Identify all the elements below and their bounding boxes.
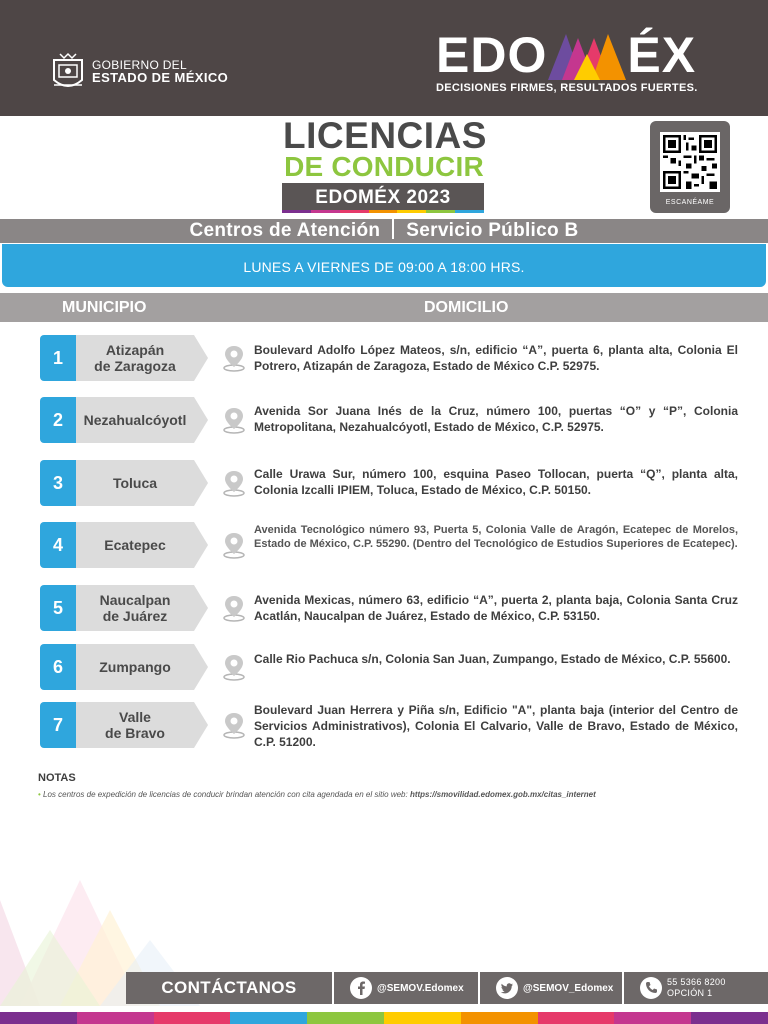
brand-tagline: DECISIONES FIRMES, RESULTADOS FUERTES. bbox=[436, 82, 698, 94]
row-municipio: Nezahualcóyotl bbox=[76, 397, 194, 443]
bottom-color-stripe bbox=[0, 1012, 768, 1024]
location-pin-icon bbox=[222, 469, 246, 497]
notes-text: Los centros de expedición de licencias de conducir brindan atención con cita agendada en el sitio web: bbox=[40, 790, 410, 799]
row-municipio: Atizapán de Zaragoza bbox=[76, 335, 194, 381]
row-address: Calle Urawa Sur, número 100, esquina Paseo Tollocan, puerta “Q”, planta alta, Colonia Izcalli IPIEM, Toluca, Estado de México, C.P. 50150. bbox=[254, 467, 738, 497]
row-address: Avenida Tecnológico número 93, Puerta 5, Colonia Valle de Aragón, Ecatepec de Morelos, Estado de México, C.P. 55290. (Dentro del Tecnológico de Estudios Superiores de Ecatepec). bbox=[254, 524, 738, 550]
row-number: 2 bbox=[40, 397, 76, 443]
row-address: Calle Rio Pachuca s/n, Colonia San Juan, Zumpango, Estado de México, C.P. 55600. bbox=[254, 652, 731, 666]
qr-caption: ESCANÉAME bbox=[665, 199, 715, 206]
location-pin-icon bbox=[222, 711, 246, 739]
col-municipio: MUNICIPIO bbox=[62, 299, 147, 316]
title-de-conducir: DE CONDUCIR bbox=[284, 151, 484, 182]
row-address: Boulevard Juan Herrera y Piña s/n, Edificio "A", planta baja (interior del Centro de Servicios Administrativos), Colonia El Calvario, Valle de Bravo, Estado de México, C.P. 51200. bbox=[254, 703, 738, 749]
row-municipio: Toluca bbox=[76, 460, 194, 506]
row-number: 3 bbox=[40, 460, 76, 506]
title-year-badge: EDOMÉX 2023 bbox=[282, 183, 484, 213]
table-header bbox=[0, 293, 768, 322]
twitter-icon bbox=[496, 977, 518, 999]
location-pin-icon bbox=[222, 653, 246, 681]
qr-code-box[interactable] bbox=[650, 121, 730, 213]
row-municipio: Zumpango bbox=[76, 644, 194, 690]
brand-right: ÉX bbox=[627, 27, 697, 83]
row-number: 1 bbox=[40, 335, 76, 381]
gov-line1: GOBIERNO DEL bbox=[92, 57, 187, 72]
row-arrow bbox=[194, 397, 208, 443]
row-municipio: Naucalpan de Juárez bbox=[76, 585, 194, 631]
row-number: 6 bbox=[40, 644, 76, 690]
notes-title: NOTAS bbox=[38, 772, 76, 784]
brand-m-icon bbox=[548, 34, 626, 80]
row-number: 7 bbox=[40, 702, 76, 748]
notes-bullet: • bbox=[38, 790, 41, 799]
edomex-brand bbox=[436, 27, 726, 100]
col-domicilio: DOMICILIO bbox=[424, 299, 509, 316]
row-address: Boulevard Adolfo López Mateos, s/n, edificio “A”, puerta 6, planta alta, Colonia El Potrero, Atizapán de Zaragoza, Estado de México C.P. 52975. bbox=[254, 343, 738, 373]
facebook-handle: @SEMOV.Edomex bbox=[377, 982, 464, 994]
title-licencias: LICENCIAS bbox=[283, 115, 487, 156]
row-arrow bbox=[194, 460, 208, 506]
row-arrow bbox=[194, 522, 208, 568]
location-pin-icon bbox=[222, 594, 246, 622]
twitter-handle: @SEMOV_Edomex bbox=[523, 982, 614, 994]
gov-line2: ESTADO DE MÉXICO bbox=[92, 70, 229, 86]
brand-left: EDO bbox=[436, 27, 548, 83]
notes-link[interactable]: https://smovilidad.edomex.gob.mx/citas_internet bbox=[409, 790, 596, 799]
band-left: Centros de Atención bbox=[189, 220, 381, 241]
location-pin-icon bbox=[222, 531, 246, 559]
phone-number: 55 5366 8200 OPCIÓN 1 bbox=[667, 977, 726, 998]
row-arrow bbox=[194, 585, 208, 631]
facebook-link[interactable] bbox=[334, 972, 478, 1004]
band-right: Servicio Público B bbox=[406, 220, 579, 241]
twitter-link[interactable] bbox=[480, 972, 622, 1004]
row-address: Avenida Mexicas, número 63, edificio “A”, puerta 2, planta baja, Colonia Santa Cruz Acatlán, Naucalpan de Juárez, Estado de México, C.P. 53150. bbox=[254, 593, 738, 623]
row-address: Avenida Sor Juana Inés de la Cruz, número 100, puertas “O” y “P”, Colonia Metropolitana, Nezahualcóyotl, Estado de México, C.P. 52975. bbox=[254, 404, 738, 434]
section-band bbox=[0, 219, 768, 243]
row-municipio: Valle de Bravo bbox=[76, 702, 194, 748]
notes-item bbox=[38, 790, 596, 799]
government-logo bbox=[50, 52, 228, 92]
row-municipio: Ecatepec bbox=[76, 522, 194, 568]
state-seal-icon bbox=[50, 52, 86, 92]
footer-contact-bar bbox=[126, 972, 768, 1004]
row-arrow bbox=[194, 335, 208, 381]
header-bar bbox=[0, 0, 768, 116]
row-arrow bbox=[194, 644, 208, 690]
row-number: 5 bbox=[40, 585, 76, 631]
location-pin-icon bbox=[222, 406, 246, 434]
contact-label: CONTÁCTANOS bbox=[126, 972, 332, 1004]
row-arrow bbox=[194, 702, 208, 748]
qr-code-icon bbox=[660, 132, 720, 192]
schedule-banner: LUNES A VIERNES DE 09:00 A 18:00 HRS. bbox=[2, 244, 766, 287]
band-divider bbox=[392, 219, 394, 239]
phone-icon bbox=[640, 977, 662, 999]
phone-link[interactable] bbox=[624, 972, 768, 1004]
row-number: 4 bbox=[40, 522, 76, 568]
location-pin-icon bbox=[222, 344, 246, 372]
title-color-stripe bbox=[282, 210, 484, 213]
facebook-icon bbox=[350, 977, 372, 999]
